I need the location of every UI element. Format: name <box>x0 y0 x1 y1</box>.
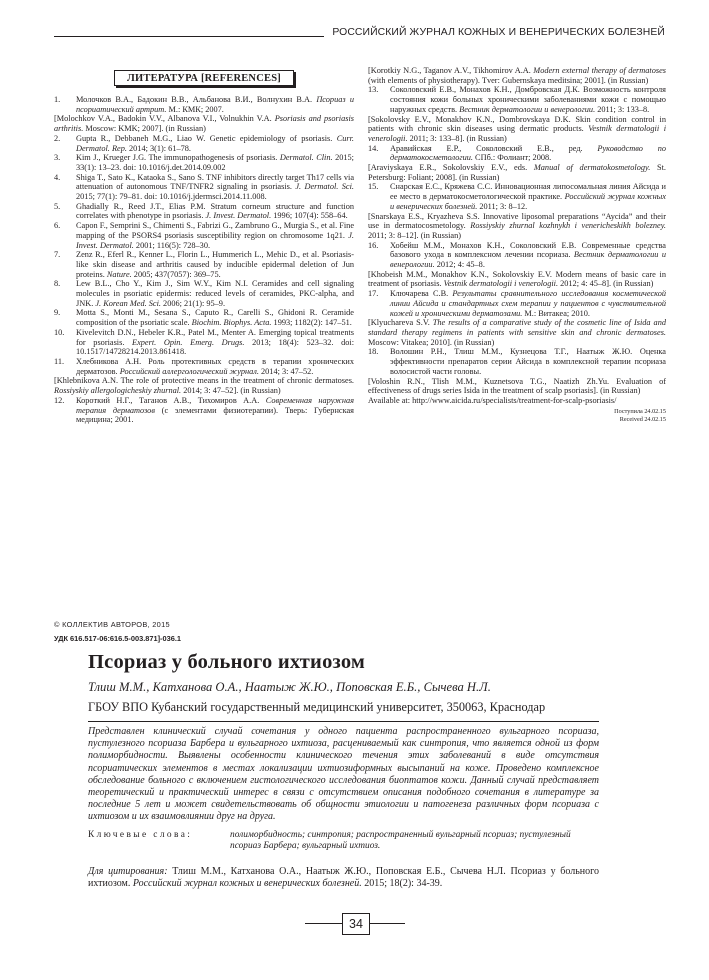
reference-source: J. Invest. Dermatol. <box>76 230 354 250</box>
reference-source: Российский аллергологический журнал. <box>119 366 259 376</box>
received-ru: Поступила 24.02.15 <box>614 407 666 415</box>
reference-translation <box>368 270 666 289</box>
reference-text: [Sokolovsky E.V., Monakhov K.N., Dombrovskaya D.K. Skin condition control in patients with chronic skin diseases using dermatic products. <box>368 114 666 134</box>
reference-item <box>54 308 354 327</box>
reference-text: [Voloshin R.N., Tlish M.M., Kuznetsova T.G., Naatizh Zh.Yu. Evaluation of effectiveness of drugs series Isida in the treatment of scalp psoriasis]. (in Russian) <box>368 376 666 396</box>
reference-source: J. Dermatol. Sci. <box>295 182 354 192</box>
reference-text: 2013; 18(4): 523–32. doi: 10.1517/14728214.2013.861418. <box>76 337 354 357</box>
article-authors: Тлиш М.М., Катханова О.А., Наатыж Ж.Ю., Поповская Е.Б., Сычева Н.Л. <box>88 680 491 694</box>
reference-text: [Khobeish M.M., Monakhov K.N., Sokolovskiy E.V. Modern means of basic care in treatment of psoriasis. <box>368 269 666 289</box>
reference-text: 2012; 4: 45–8]. (in Russian) <box>558 279 654 289</box>
reference-text: Снарская Е.С., Кряжева С.С. Инновационная липосомальная линия Айсида и ее место в дерматокосметологической практике. <box>390 182 666 202</box>
reference-text: 2006; 21(1): 95–9. <box>160 298 226 308</box>
reference-source: Руководство по дерматокосметологии. <box>390 143 666 163</box>
reference-text: Волошин Р.Н., Тлиш М.М., Кузнецова Т.Г., Наатыж Ж.Ю. Оценка эффективности препаратов серии Айсида в комплексной терапии псориаза волосистой части головы. <box>390 347 666 376</box>
reference-text: 2001; 116(5): 728–30. <box>133 240 211 250</box>
reference-text: Kim J., Krueger J.G. The immunopathogenesis of psoriasis. <box>76 153 280 163</box>
reference-item <box>54 396 354 425</box>
reference-source: J. Invest. Dermatol. <box>205 211 272 221</box>
reference-source: Vestnik dermatologii i venerologii. <box>443 279 559 289</box>
reference-number: 16. <box>368 240 379 250</box>
reference-text: 2014; 3: 47–52]. (in Russian) <box>181 386 281 396</box>
reference-item <box>54 357 354 376</box>
reference-translation <box>368 396 666 406</box>
reference-item <box>368 347 666 376</box>
reference-number: 2. <box>54 133 61 143</box>
reference-text: Gupta R., Debbaneh M.G., Liao W. Genetic epidemiology of psoriasis. <box>76 133 337 143</box>
article-title: Псориаз у больного ихтиозом <box>88 651 366 673</box>
reference-source: Manual of dermatokosmetology. <box>533 163 651 173</box>
reference-item <box>54 134 354 153</box>
reference-item <box>368 144 666 163</box>
reference-text: 1993; 1182(2): 147–51. <box>271 318 352 328</box>
reference-translation <box>368 115 666 144</box>
reference-text: Аравийская Е.Р., Соколовский Е.В., ред. <box>390 143 598 153</box>
reference-item <box>54 221 354 250</box>
reference-text: 1996; 107(4): 558–64. <box>271 211 348 221</box>
reference-item <box>368 241 666 270</box>
reference-source: The results of a comparative study of the cosmetic line of Isida and standard therapy regimens in patients with sensitive skin and chronic dermatoses. <box>368 318 666 337</box>
reference-item <box>54 95 354 114</box>
received-en: Received 24.02.15 <box>619 416 666 424</box>
reference-text: Capon F., Semprini S., Chimenti S., Fabrizi G., Zambruno G., Murgia S., et al. Fine mapping of the PSORS4 psoriasis susceptibility region on chromosome 1q21. <box>76 221 354 240</box>
reference-number: 7. <box>54 250 61 260</box>
reference-text: [Snarskaya E.S., Kryazheva S.S. Innovative liposomal preparations “Aycida” and their use in dermatocosmetology. <box>368 211 666 231</box>
reference-source: Modern external therapy of dermatoses <box>533 66 666 75</box>
reference-number: 18. <box>368 347 379 357</box>
reference-source: Psoriasis and psoriasis arthritis. <box>54 114 354 134</box>
reference-number: 13. <box>368 85 379 95</box>
reference-item <box>54 153 354 172</box>
reference-text: St. Petersburg: Foliant; 2008]. (in Russian) <box>368 163 666 182</box>
reference-text: Lew B.L., Cho Y., Kim J., Sim W.Y., Kim N.I. Ceramides and cell signaling molecules in psoriatic epidermis: reduced levels of ceramides, PKC-alpha, and JNK. <box>76 279 354 308</box>
reference-number: 3. <box>54 153 61 163</box>
received-dates <box>368 408 666 425</box>
reference-text: [Korotkiy N.G., Taganov A.V., Tikhomirov A.A. <box>368 66 534 75</box>
reference-source: Rossiyskiy zhurnal kozhnykh i venericheskikh bolezney. <box>470 221 666 231</box>
reference-text: Ключарева С.В. <box>390 289 453 299</box>
reference-source: Результаты сравнительного исследования косметической линии Айсида и стандартных схем терапии у пациентов с чувствительной кожей и хроническими дерматозами. <box>390 289 666 318</box>
reference-source: Вестник дерматологии и венерологии. <box>459 104 596 114</box>
reference-item <box>54 173 354 202</box>
reference-text: Motta S., Monti M., Sesana S., Caputo R., Carelli S., Ghidoni R. Ceramide composition of the psoriatic scale. <box>76 308 354 328</box>
citation-text: Тлиш М.М., Катханова О.А., Наатыж Ж.Ю., Поповская Е.Б., Сычева Н.Л. Псориаз у больного ихтиозом. <box>88 866 600 890</box>
keywords-block <box>88 830 599 853</box>
reference-text: М.: Витакеа; 2010. <box>522 308 590 318</box>
reference-text: Shiga T., Sato K., Kataoka S., Sano S. TNF inhibitors directly target Th17 cells via attenuation of autonomous TNF/TNFR2 signaling in psoriasis. <box>76 172 354 192</box>
reference-text: 2014; 3: 47–52. <box>258 366 314 376</box>
reference-source: Expert. Opin. Emerg. Drugs. <box>132 337 245 347</box>
reference-text: Молочков В.А., Бадокин В.В., Альбанова В.И., Волнухин В.А. <box>76 95 317 104</box>
reference-text: М.: КМК; 2007. <box>166 104 224 114</box>
reference-text: Moscow: Vitakea; 2010]. (in Russian) <box>368 337 495 347</box>
reference-text: [Klyuchareva S.V. <box>368 318 433 328</box>
reference-item <box>368 182 666 211</box>
reference-translation <box>368 318 666 347</box>
reference-source: Современная наружная терапия дерматозов <box>76 395 355 415</box>
reference-source: Псориаз и псориатический артрит. <box>76 95 354 114</box>
reference-number: 10. <box>54 327 65 337</box>
reference-source: Curr. Dermatol. Rep. <box>76 133 354 153</box>
reference-text: (with elements of physiotherapy). Tver: Gubernskaya meditsina; 2001]. (in Russian) <box>368 75 649 85</box>
references-right-column <box>368 66 666 425</box>
reference-number: 8. <box>54 279 61 289</box>
udk-code: УДК 616.517-06:616.5-003.871]-036.1 <box>54 634 181 643</box>
reference-text: 2015; 77(1): 79–81. doi: 10.1016/j.jdermsci.2014.11.008. <box>76 192 267 202</box>
reference-text: 2011; 3: 8–12. <box>477 201 528 211</box>
reference-source: Rossiyskiy allergologicheskiy zhurnal. <box>54 386 182 396</box>
reference-source: Вестник дерматологии и венерологии. <box>390 250 666 270</box>
reference-text: Короткий Н.Г., Таганов А.В., Тихомиров А.А. <box>76 395 266 405</box>
reference-translation <box>54 376 354 395</box>
reference-source: Dermatol. Clin. <box>279 153 333 163</box>
reference-source: Nature. <box>106 269 132 279</box>
reference-translation <box>368 377 666 396</box>
reference-list-left <box>54 95 354 425</box>
reference-number: 17. <box>368 289 379 299</box>
reference-number: 6. <box>54 221 61 231</box>
reference-source: Российский журнал кожных и венерических болезней. <box>390 192 666 211</box>
reference-text: Хобейш М.М., Монахов К.Н., Соколовский Е.В. Современные средства базового ухода в комплексном лечении псориаза. <box>390 240 666 260</box>
reference-source: Biochim. Biophys. Acta. <box>191 318 272 328</box>
reference-number: 4. <box>54 172 61 182</box>
reference-text: (с элементами физиотерапии). Тверь: Губернская медицина; 2001. <box>76 405 354 425</box>
keywords-label: Ключевые слова: <box>88 830 193 840</box>
title-separator-rule <box>88 721 599 722</box>
reference-text: Zenz R., Eferl R., Kenner L., Florin L., Hummerich L., Mehic D., et al. Psoriasis-like skin disease and arthritis caused by inducible epidermal deletion of Jun proteins. <box>76 250 354 279</box>
reference-list-right <box>368 66 666 406</box>
journal-title: РОССИЙСКИЙ ЖУРНАЛ КОЖНЫХ И ВЕНЕРИЧЕСКИХ БОЛЕЗНЕЙ <box>324 27 665 38</box>
reference-text: Соколовский Е.В., Монахов К.Н., Домбровская Д.К. Возможность контроля состояния кожи больных хроническими заболеваниями кожи с помощью наружных средств. <box>390 85 666 114</box>
reference-number: 15. <box>368 182 379 192</box>
reference-source: J. Korean Med. Sci. <box>95 298 161 308</box>
references-heading: ЛИТЕРАТУРА [REFERENCES] <box>114 70 294 86</box>
reference-text: [Molochkov V.A., Badokin V.V., Albanova V.I., Volnukhin V.A. <box>54 114 275 124</box>
reference-text: 2011; 3: 133–8]. (in Russian) <box>407 133 507 143</box>
reference-number: 12. <box>54 395 65 405</box>
reference-text: [Araviyskaya E.R., Sokolovskiy E.V., eds. <box>368 163 534 173</box>
reference-text: Available at: http://www.aicida.ru/specialists/treatment-for-scalp-psoriasis/ <box>368 395 617 405</box>
references-left-column <box>54 66 354 425</box>
article-affiliation: ГБОУ ВПО Кубанский государственный медицинский университет, 350063, Краснодар <box>88 700 546 714</box>
reference-translation <box>54 114 354 133</box>
citation-end: 2015; 18(2): 34-39. <box>361 878 443 890</box>
reference-text: СПб.: Фолиант; 2008. <box>472 153 552 163</box>
citation-label: Для цитирования: <box>88 866 168 877</box>
reference-translation <box>368 66 666 85</box>
reference-translation <box>368 163 666 182</box>
reference-number: 14. <box>368 143 379 153</box>
reference-item <box>54 328 354 357</box>
reference-text: 2011; 3: 8–12]. (in Russian) <box>368 230 462 240</box>
article-abstract: Представлен клинический случай сочетания у одного пациента распространенного вульгарного псориаза, пустулезного псориаза Барбера и вульгарного ихтиоза, расцениваемый как синтропия, что является одной из форм полиморбидности. Выявлены особенности клинического течения этих заболеваний в виде отсутствия псориатических элементов в местах локализации ихтиозиформных высыпаний на коже. Проведено комплексное обследование больного с включением гистологического исследования биоптатов кожи. Данный случай представляет теоретический и практический интерес в связи с отсутствием описания подобного сочетания в литературе за последние 5 лет и может свидетельствовать об общности этиологии и патогенеза различных форм псориаза с ихтиозом и их взаимовлиянии друг на друга. <box>88 726 599 823</box>
reference-translation <box>368 212 666 241</box>
reference-text: 2012; 4: 45–8. <box>434 260 485 270</box>
reference-item <box>54 279 354 308</box>
reference-item <box>368 85 666 114</box>
page-number: 34 <box>342 913 370 935</box>
running-header <box>54 24 665 48</box>
reference-number: 5. <box>54 201 61 211</box>
citation-journal: Российский журнал кожных и венерических болезней. <box>132 878 362 890</box>
copyright-line: © КОЛЛЕКТИВ АВТОРОВ, 2015 <box>54 620 170 629</box>
reference-number: 1. <box>54 95 61 104</box>
reference-text: 2005; 437(7057): 369–75. <box>131 269 221 279</box>
reference-item <box>54 250 354 279</box>
reference-number: 9. <box>54 308 61 318</box>
reference-text: Kivelevitch D.N., Hebeler K.R., Patel M., Menter A. Emerging topical treatments for psoriasis. <box>76 327 354 347</box>
reference-text: 2015; 33(1): 13–23. doi: 10.1016/j.det.2014.09.002 <box>76 153 354 172</box>
citation-block <box>88 866 599 890</box>
reference-text: [Khlebnikova A.N. The role of protective means in the treatment of chronic dermatoses. <box>54 376 354 386</box>
reference-source: Vestnik dermatologii i venerologii. <box>368 124 666 143</box>
reference-text: Ghadially R., Reed J.T., Elias P.M. Stratum corneum structure and function correlates with phenotype in psoriasis. <box>76 201 354 221</box>
reference-text: Хлебникова А.Н. Роль протективных средств в терапии хронических дерматозов. <box>76 356 354 376</box>
reference-text: Moscow: KMK; 2007]. (in Russian) <box>83 124 206 134</box>
page-footer <box>0 913 709 937</box>
reference-text: 2014; 3(1): 61–78. <box>126 143 192 153</box>
reference-item <box>368 289 666 318</box>
reference-number: 11. <box>54 356 65 366</box>
keywords-text: полиморбидность; синтропия; распространенный вульгарный псориаз; пустулезный псориаз Барбера; вульгарный ихтиоз. <box>230 830 571 852</box>
reference-item <box>54 202 354 221</box>
reference-text: 2011; 3: 133–8. <box>595 104 650 114</box>
